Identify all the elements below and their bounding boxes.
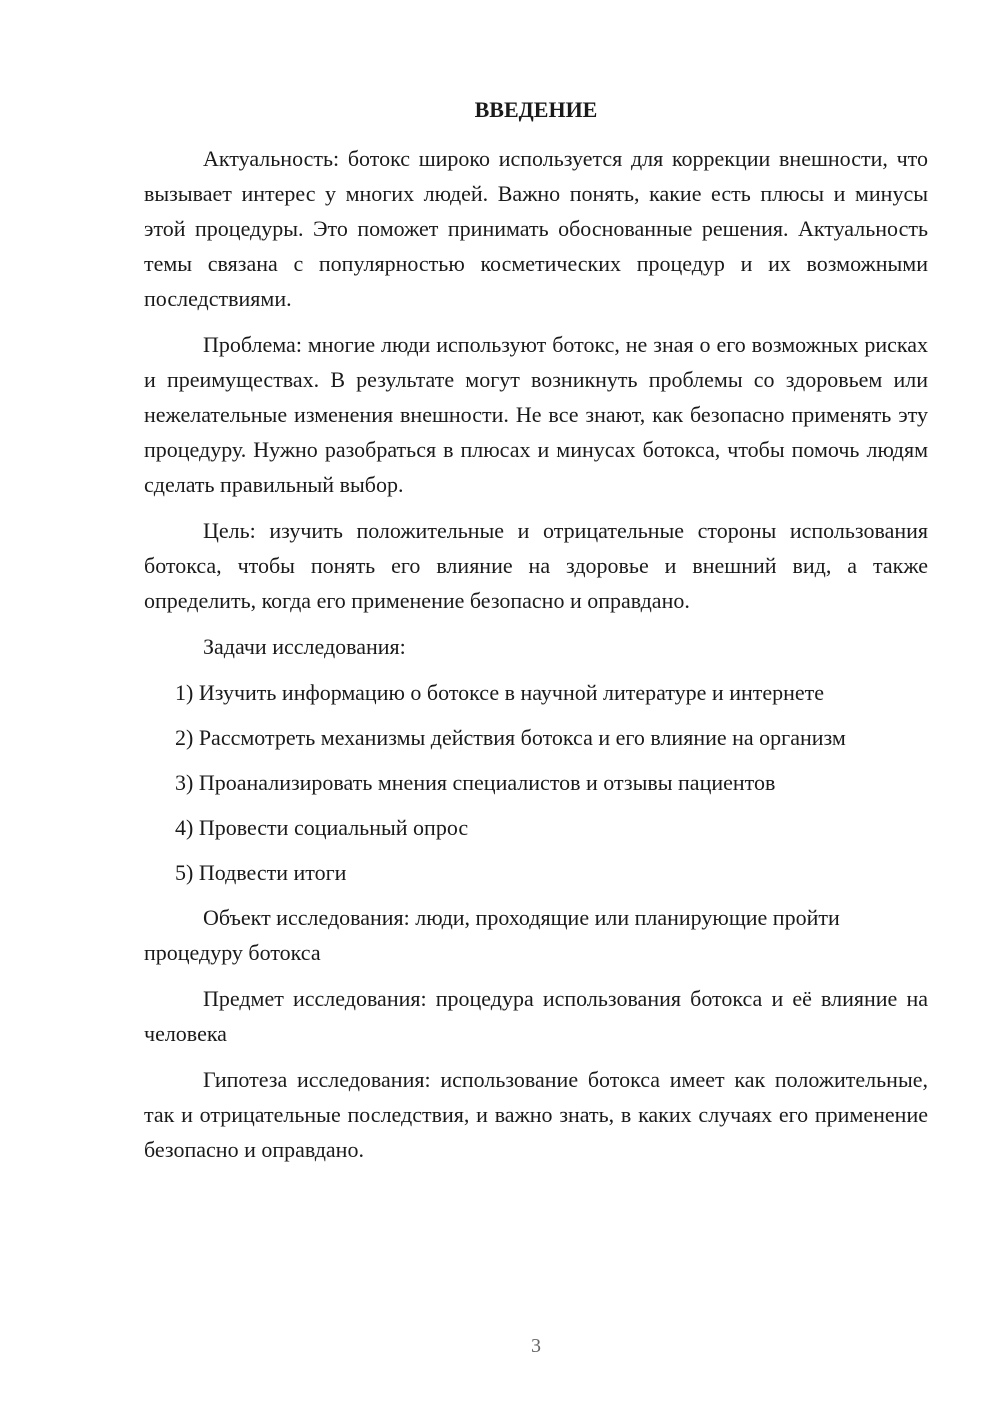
tasks-heading: Задачи исследования: [203, 634, 406, 659]
page-number: 3 [531, 1335, 541, 1357]
section-title: ВВЕДЕНИЕ [474, 97, 598, 122]
task-item: 1) Изучить информацию о ботоксе в научной литературе и интернете [175, 680, 825, 705]
document-page [144, 92, 928, 1178]
task-item: 4) Провести социальный опрос [175, 815, 469, 840]
task-item: 5) Подвести итоги [175, 860, 347, 885]
problem-paragraph: Проблема: многие люди используют ботокс, не зная о его возможных рисках и преимуществах. В результате могут возникнуть проблемы со здоровьем или нежелательные изменения внешности. Не все знают, как безопасно применять эту процедуру. Нужно разобраться в плюсах и минусах ботокса, чтобы помочь людям сделать правильный выбор. [144, 332, 928, 497]
subject-paragraph: Предмет исследования: процедура использования ботокса и её влияние на человека [144, 986, 928, 1046]
relevance-paragraph: Актуальность: ботокс широко используется для коррекции внешности, что вызывает интерес у многих людей. Важно понять, какие есть плюсы и минусы этой процедуры. Это поможет принимать обоснованные решения. Актуальность темы связана с популярностью косметических процедур и их возможными последствиями. [144, 146, 928, 311]
object-paragraph: Объект исследования: люди, проходящие или планирующие пройти процедуру ботокса [144, 905, 840, 965]
task-item: 2) Рассмотреть механизмы действия ботокса и его влияние на организм [175, 725, 846, 750]
task-item: 3) Проанализировать мнения специалистов и отзывы пациентов [175, 770, 776, 795]
tasks-list [144, 675, 928, 890]
hypothesis-paragraph: Гипотеза исследования: использование ботокса имеет как положительные, так и отрицательные последствия, и важно знать, в каких случаях его применение безопасно и оправдано. [144, 1067, 928, 1162]
goal-paragraph: Цель: изучить положительные и отрицательные стороны использования ботокса, чтобы понять его влияние на здоровье и внешний вид, а также определить, когда его применение безопасно и оправдано. [144, 518, 928, 613]
